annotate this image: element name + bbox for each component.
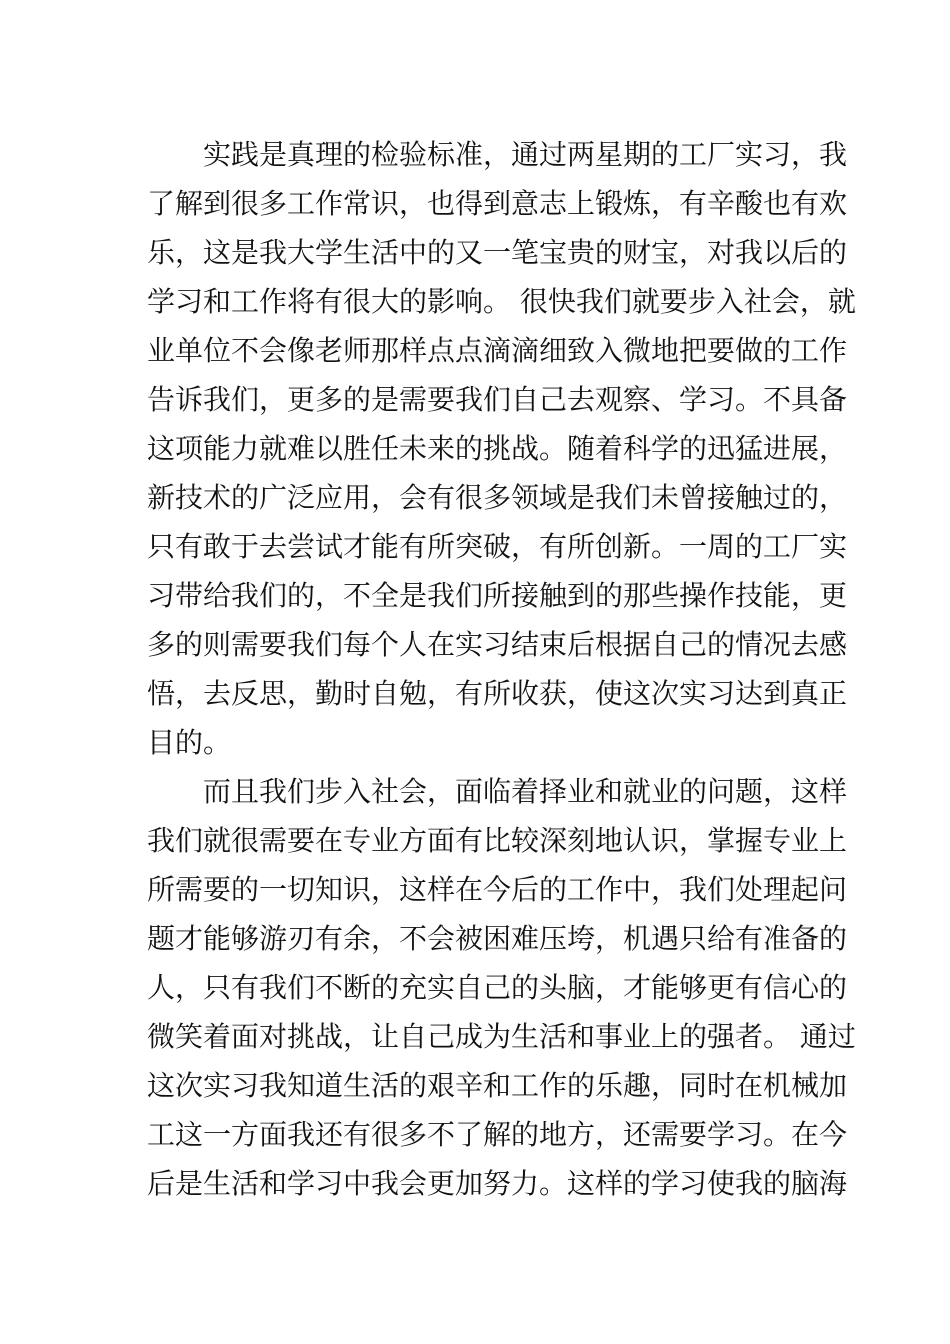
text-line: 人，只有我们不断的充实自己的头脑，才能够更有信心的 xyxy=(147,971,848,1004)
text-line: 新技术的广泛应用，会有很多领域是我们未曾接触过的， xyxy=(147,481,848,514)
text-line: 而且我们步入社会，面临着择业和就业的问题，这样 xyxy=(203,775,848,808)
text-line: 业单位不会像老师那样点点滴滴细致入微地把要做的工作 xyxy=(147,334,848,367)
text-line: 悟，去反思，勤时自勉，有所收获，使这次实习达到真正 xyxy=(147,677,848,710)
body-text xyxy=(147,130,856,1208)
text-line: 习带给我们的，不全是我们所接触到的那些操作技能，更 xyxy=(147,579,848,612)
text-line: 实践是真理的检验标准，通过两星期的工厂实习，我 xyxy=(203,138,848,171)
text-line: 目的。 xyxy=(147,726,232,759)
text-line: 只有敢于去尝试才能有所突破，有所创新。一周的工厂实 xyxy=(147,530,848,563)
text-line: 后是生活和学习中我会更加努力。这样的学习使我的脑海 xyxy=(147,1167,848,1200)
text-line: 多的则需要我们每个人在实习结束后根据自己的情况去感 xyxy=(147,628,848,661)
text-line: 微笑着面对挑战，让自己成为生活和事业上的强者。 通过 xyxy=(147,1020,856,1053)
paragraph-2 xyxy=(147,767,856,1208)
text-line: 题才能够游刃有余，不会被困难压垮，机遇只给有准备的 xyxy=(147,922,848,955)
text-line: 这项能力就难以胜任未来的挑战。随着科学的迅猛进展， xyxy=(147,432,848,465)
text-line: 告诉我们，更多的是需要我们自己去观察、学习。不具备 xyxy=(147,383,848,416)
text-line: 了解到很多工作常识，也得到意志上锻炼，有辛酸也有欢 xyxy=(147,187,848,220)
text-line: 我们就很需要在专业方面有比较深刻地认识，掌握专业上 xyxy=(147,824,848,857)
paragraph-1 xyxy=(147,130,856,767)
text-line: 工这一方面我还有很多不了解的地方，还需要学习。在今 xyxy=(147,1118,848,1151)
text-line: 所需要的一切知识，这样在今后的工作中，我们处理起问 xyxy=(147,873,848,906)
text-line: 学习和工作将有很大的影响。 很快我们就要步入社会，就 xyxy=(147,285,856,318)
text-line: 这次实习我知道生活的艰辛和工作的乐趣，同时在机械加 xyxy=(147,1069,848,1102)
text-line: 乐，这是我大学生活中的又一笔宝贵的财宝，对我以后的 xyxy=(147,236,848,269)
